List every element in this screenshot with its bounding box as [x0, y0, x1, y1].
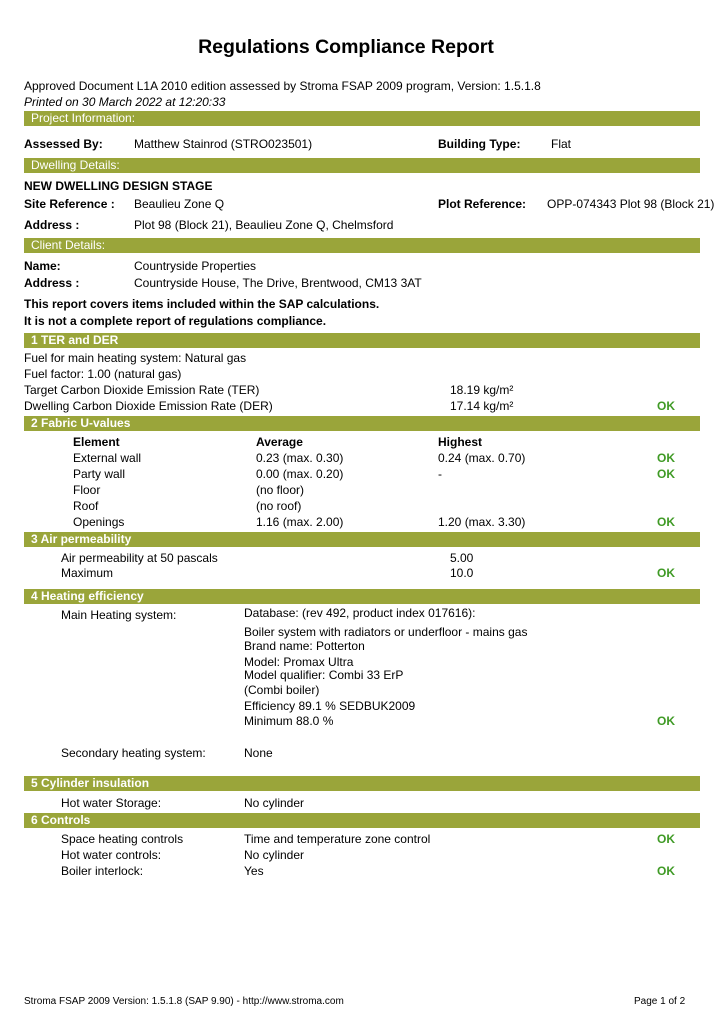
air-maximum-value: 10.0 — [450, 566, 474, 580]
secondary-heating-value: None — [244, 746, 273, 760]
secondary-heating-label: Secondary heating system: — [61, 746, 206, 760]
controls-status: OK — [657, 832, 675, 846]
controls-value: Time and temperature zone control — [244, 832, 431, 846]
client-name-value: Countryside Properties — [134, 259, 257, 273]
report-title: Regulations Compliance Report — [198, 36, 494, 58]
fabric-status: OK — [657, 451, 675, 465]
dwelling-address-value: Plot 98 (Block 21), Beaulieu Zone Q, Chelmsford — [134, 218, 394, 232]
air-status: OK — [657, 566, 675, 580]
section-controls: 6 Controls — [24, 813, 700, 828]
section-heating-efficiency: 4 Heating efficiency — [24, 589, 700, 604]
dwelling-address-label: Address : — [24, 218, 80, 232]
notice-line-1: This report covers items included within the SAP calculations. — [24, 297, 380, 311]
fabric-element: Party wall — [73, 467, 126, 481]
main-heating-label: Main Heating system: — [61, 608, 177, 622]
fabric-col-element: Element — [73, 435, 120, 449]
main-heating-line: Minimum 88.0 % — [244, 714, 334, 728]
controls-value: Yes — [244, 864, 264, 878]
site-reference-value: Beaulieu Zone Q — [134, 197, 225, 211]
fabric-average: (no roof) — [256, 499, 302, 513]
section-fabric-u-values: 2 Fabric U-values — [24, 416, 700, 431]
report-subtitle: Approved Document L1A 2010 edition assessed by Stroma FSAP 2009 program, Version: 1.5.1.8 — [24, 79, 541, 93]
main-heating-line: Model qualifier: Combi 33 ErP — [244, 668, 404, 682]
fabric-col-average: Average — [256, 435, 303, 449]
fabric-average: 1.16 (max. 2.00) — [256, 515, 344, 529]
fabric-status: OK — [657, 467, 675, 481]
fabric-element: Roof — [73, 499, 99, 513]
site-reference-label: Site Reference : — [24, 197, 115, 211]
controls-label: Boiler interlock: — [61, 864, 144, 878]
fabric-element: External wall — [73, 451, 142, 465]
section-air-permeability: 3 Air permeability — [24, 532, 700, 547]
footer-page-number: Page 1 of 2 — [634, 996, 686, 1007]
air-permeability-value: 5.00 — [450, 551, 474, 565]
heating-status: OK — [657, 714, 675, 728]
fabric-highest: 0.24 (max. 0.70) — [438, 451, 526, 465]
section-client-details: Client Details: — [24, 238, 700, 253]
plot-reference-label: Plot Reference: — [438, 197, 527, 211]
air-maximum-label: Maximum — [61, 566, 114, 580]
fabric-highest: 1.20 (max. 3.30) — [438, 515, 526, 529]
air-permeability-label: Air permeability at 50 pascals — [61, 551, 218, 565]
ter-label: Target Carbon Dioxide Emission Rate (TER) — [24, 383, 260, 397]
printed-date: Printed on 30 March 2022 at 12:20:33 — [24, 95, 226, 109]
client-address-label: Address : — [24, 276, 80, 290]
fabric-average: 0.00 (max. 0.20) — [256, 467, 344, 481]
assessed-by-label: Assessed By: — [24, 137, 103, 151]
main-heating-line: Database: (rev 492, product index 017616): — [244, 606, 476, 620]
fabric-average: (no floor) — [256, 483, 305, 497]
section-project-information: Project Information: — [24, 111, 700, 126]
der-label: Dwelling Carbon Dioxide Emission Rate (DER) — [24, 399, 273, 413]
controls-label: Hot water controls: — [61, 848, 162, 862]
main-heating-line: (Combi boiler) — [244, 683, 320, 697]
section-dwelling-details: Dwelling Details: — [24, 158, 700, 173]
controls-value: No cylinder — [244, 848, 305, 862]
fabric-highest: - — [438, 467, 442, 481]
hot-water-storage-label: Hot water Storage: — [61, 796, 162, 810]
plot-reference-value: OPP-074343 Plot 98 (Block 21) — [547, 197, 715, 211]
design-stage: NEW DWELLING DESIGN STAGE — [24, 179, 213, 193]
assessed-by-value: Matthew Stainrod (STRO023501) — [134, 137, 313, 151]
notice-line-2: It is not a complete report of regulations compliance. — [24, 314, 327, 328]
main-heating-line: Efficiency 89.1 % SEDBUK2009 — [244, 699, 416, 713]
fabric-element: Floor — [73, 483, 101, 497]
hot-water-storage-value: No cylinder — [244, 796, 305, 810]
fabric-col-highest: Highest — [438, 435, 483, 449]
footer-left: Stroma FSAP 2009 Version: 1.5.1.8 (SAP 9.90) - http://www.stroma.com — [24, 996, 344, 1007]
der-value: 17.14 kg/m² — [450, 399, 514, 413]
fuel-factor: Fuel factor: 1.00 (natural gas) — [24, 367, 182, 381]
fuel-main-heating: Fuel for main heating system: Natural gas — [24, 351, 247, 365]
ter-value: 18.19 kg/m² — [450, 383, 514, 397]
fabric-element: Openings — [73, 515, 125, 529]
controls-label: Space heating controls — [61, 832, 184, 846]
der-status: OK — [657, 399, 675, 413]
main-heating-line: Boiler system with radiators or underfloor - mains gas — [244, 625, 528, 639]
building-type-label: Building Type: — [438, 137, 521, 151]
section-cylinder-insulation: 5 Cylinder insulation — [24, 776, 700, 791]
client-address-value: Countryside House, The Drive, Brentwood, CM13 3AT — [134, 276, 422, 290]
main-heating-line: Model: Promax Ultra — [244, 655, 354, 669]
fabric-status: OK — [657, 515, 675, 529]
fabric-average: 0.23 (max. 0.30) — [256, 451, 344, 465]
controls-status: OK — [657, 864, 675, 878]
main-heating-line: Brand name: Potterton — [244, 639, 365, 653]
client-name-label: Name: — [24, 259, 61, 273]
building-type-value: Flat — [551, 137, 572, 151]
section-ter-der: 1 TER and DER — [24, 333, 700, 348]
